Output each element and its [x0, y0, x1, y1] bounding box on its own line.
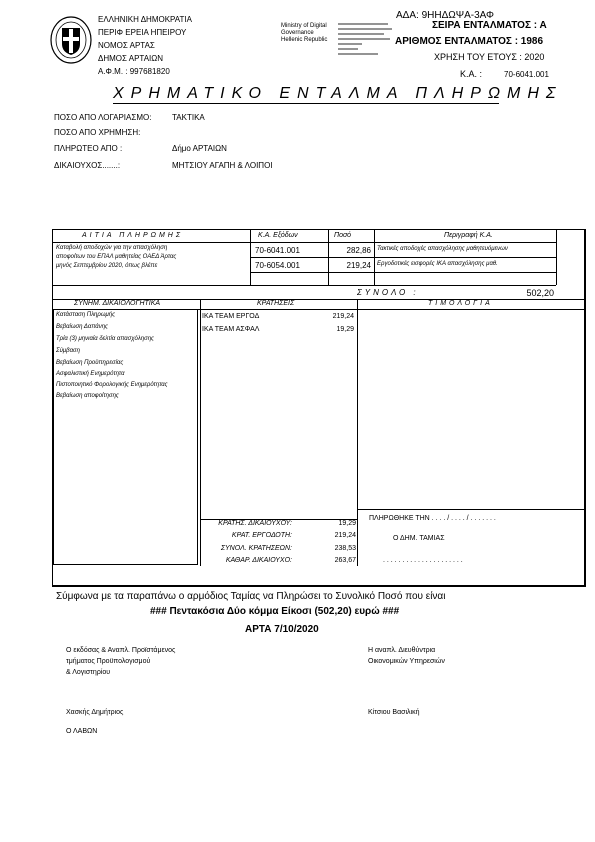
authorization-text: Σύμφωνα με τα παραπάνω ο αρμόδιος Ταμίας να Πληρώσει το Συνολικό Ποσό που είναι: [56, 591, 446, 602]
director-name: Κίτσιου Βασιλική: [368, 709, 420, 716]
sum-label: ΣΥΝΟΛ. ΚΡΑΤΗΣΕΩΝ:: [220, 545, 292, 552]
treasurer-label: Ο ΔΗΜ. ΤΑΜΙΑΣ: [393, 535, 445, 542]
ka-label: Κ.Α. :: [460, 69, 483, 79]
kratisi-value: 219,24: [332, 313, 354, 320]
issuer-afm: Α.Φ.Μ. : 997681820: [98, 67, 170, 76]
table-bottom-line: [52, 285, 556, 286]
synim-item: Κατάσταση Πληρωμής: [56, 312, 116, 318]
kratisi-value: 19,29: [336, 326, 354, 333]
synim-item: Σύμβαση: [56, 348, 80, 354]
recipient-label: Ο ΛΑΒΩΝ: [66, 728, 98, 735]
synim-item: Βεβαίωση Προϋπηρεσίας: [56, 360, 124, 366]
info-label: ΠΟΣΟ ΑΠΟ ΛΟΓΑΡΙΑΣΜΟ:: [54, 113, 152, 122]
col-header-ka: Κ.Α. Εξόδων: [258, 232, 298, 239]
director-signature-title: Οικονομικών Υπηρεσιών: [368, 658, 445, 665]
row-ka: 70-6041.001: [255, 246, 300, 255]
sum-label: ΚΡΑΤΗΣ. ΔΙΚΑΙΟΥΧΟΥ:: [218, 520, 292, 527]
table-line: [250, 257, 556, 258]
table-top-line: [52, 242, 556, 243]
row-poso: 219,24: [346, 261, 371, 270]
paid-on-line: ΠΛΗΡΩΘΗΚΕ ΤΗΝ . . . . / . . . . / . . . . . . .: [369, 515, 496, 522]
synim-item: Ασφαλιστική Ενημερότητα: [56, 371, 125, 377]
synolo-label: ΣΥΝΟΛΟ :: [357, 288, 419, 297]
ministry-line: Hellenic Republic: [281, 37, 328, 43]
sum-value: 219,24: [334, 532, 356, 539]
synim-item: Πιστοποιητικό Φορολογικής Ενημερότητας: [56, 382, 168, 388]
info-value: Δήμο ΑΡΤΑΙΩΝ: [172, 144, 227, 153]
title-underline: [113, 103, 499, 104]
col-header-timologia: ΤΙΜΟΛΟΓΙΑ: [428, 300, 493, 307]
issuer-line: ΔΗΜΟΣ ΑΡΤΑΙΩΝ: [98, 54, 164, 63]
treasurer-signature-dots: . . . . . . . . . . . . . . . . . . . . .: [383, 557, 463, 564]
issuer-signature-title: & Λογιστηρίου: [66, 669, 111, 676]
info-value: ΜΗΤΣΙΟΥ ΑΓΑΠΗ & ΛΟΙΠΟΙ: [172, 161, 273, 170]
col-header-perigrafi: Περιγραφή Κ.Α.: [444, 232, 493, 239]
aitia-text: Καταβολή αποδοχών για την απασχόληση: [56, 245, 168, 251]
fiscal-year: ΧΡΗΣΗ ΤΟΥ ΕΤΟΥΣ : 2020: [434, 52, 545, 62]
col-header-poso: Ποσό: [334, 232, 352, 239]
amount-in-words: ### Πεντακόσια Δύο κόμμα Είκοσι (502,20) ευρώ ###: [150, 606, 400, 617]
issuer-name: Χασκής Δημήτριος: [66, 709, 124, 716]
synim-item: Τρία (3) μηνιαία δελτία απασχόλησης: [56, 336, 154, 342]
table-line: [250, 272, 556, 273]
info-value: ΤΑΚΤΙΚΑ: [172, 113, 205, 122]
issuer-signature-title: Ο εκδόσας & Αναπλ. Προϊστάμενος: [66, 647, 176, 654]
table-divider: [250, 229, 251, 285]
coat-of-arms-logo: [50, 16, 92, 64]
col-header-synim: ΣΥΝΗΜ. ΔΙΚΑΙΟΛΟΓΗΤΙΚΑ: [74, 300, 161, 307]
sum-label: ΚΑΘΑΡ. ΔΙΚΑΙΟΥΧΟ:: [225, 557, 292, 564]
aitia-text: μηνός Σεπτεμβρίου 2020, όπως βλέπε: [56, 263, 158, 269]
synim-item: Βεβαίωση αποφοίτησης: [56, 393, 119, 399]
synolo-value: 502,20: [526, 288, 554, 298]
table-divider: [556, 229, 557, 285]
kratisi-name: ΙΚΑ ΤΕΑΜ ΑΣΦΑΛ: [202, 326, 260, 333]
section-line: [357, 509, 584, 510]
synim-item: Βεβαίωση Δαπάνης: [56, 324, 108, 330]
sum-value: 238,53: [334, 545, 356, 552]
kratisi-name: ΙΚΑ ΤΕΑΜ ΕΡΓΟΔ: [202, 313, 260, 320]
ministry-line: Governance: [281, 30, 314, 36]
warrant-series: ΣΕΙΡΑ ΕΝΤΑΛΜΑΤΟΣ : Α: [432, 20, 547, 31]
table-divider: [374, 229, 375, 285]
info-label: ΠΛΗΡΩΤΕΟ ΑΠΟ :: [54, 144, 123, 153]
digital-signature-stamp: [338, 21, 394, 59]
warrant-number: ΑΡΙΘΜΟΣ ΕΝΤΑΛΜΑΤΟΣ : 1986: [395, 36, 544, 47]
section-divider: [357, 299, 358, 566]
col-header-aitia: ΑΙΤΙΑ ΠΛΗΡΩΜΗΣ: [82, 232, 184, 239]
aitia-text: αποφοίτων του ΕΠΑΛ μαθητείας ΟΑΕΔ Άρτας: [56, 254, 177, 260]
sum-label: ΚΡΑΤ. ΕΡΓΟΔΟΤΗ:: [231, 532, 292, 539]
issuer-line: ΝΟΜΟΣ ΑΡΤΑΣ: [98, 41, 155, 50]
row-poso: 282,86: [346, 246, 371, 255]
col-header-kratiseis: ΚΡΑΤΗΣΕΙΣ: [257, 300, 295, 307]
info-label: ΔΙΚΑΙΟΥΧΟΣ.......:: [54, 161, 121, 170]
sum-value: 19,29: [338, 520, 356, 527]
row-desc: Τακτικές αποδοχές απασχόλησης μαθητευόμενων: [377, 246, 508, 252]
row-desc: Εργοδοτικές εισφορές ΙΚΑ απασχόλησης μαθ.: [377, 261, 498, 267]
info-label: ΠΟΣΟ ΑΠΟ ΧΡΗΜΗΣΗ:: [54, 128, 141, 137]
table-divider: [328, 229, 329, 285]
issuer-signature-title: τμήματος Προϋπολογισμού: [66, 658, 151, 665]
ada-code: ΑΔΑ: 9ΗΗΔΩΨΑ-3ΑΦ: [396, 10, 495, 21]
ka-value: 70-6041.001: [504, 70, 549, 79]
page-title: ΧΡΗΜΑΤΙΚΟ ΕΝΤΑΛΜΑ ΠΛΗΡΩΜΗΣ: [113, 85, 563, 102]
place-date: ΑΡΤΑ 7/10/2020: [245, 624, 319, 635]
row-ka: 70-6054.001: [255, 261, 300, 270]
issuer-line: ΕΛΛΗΝΙΚΗ ΔΗΜΟΚΡΑΤΙΑ: [98, 15, 192, 24]
issuer-line: ΠΕΡΙΦ ΕΡΕΙΑ ΗΠΕΙΡΟΥ: [98, 28, 187, 37]
ministry-line: Ministry of Digital: [281, 23, 327, 29]
sum-value: 263,67: [334, 557, 356, 564]
director-signature-title: Η αναπλ. Διευθύντρια: [368, 647, 436, 654]
